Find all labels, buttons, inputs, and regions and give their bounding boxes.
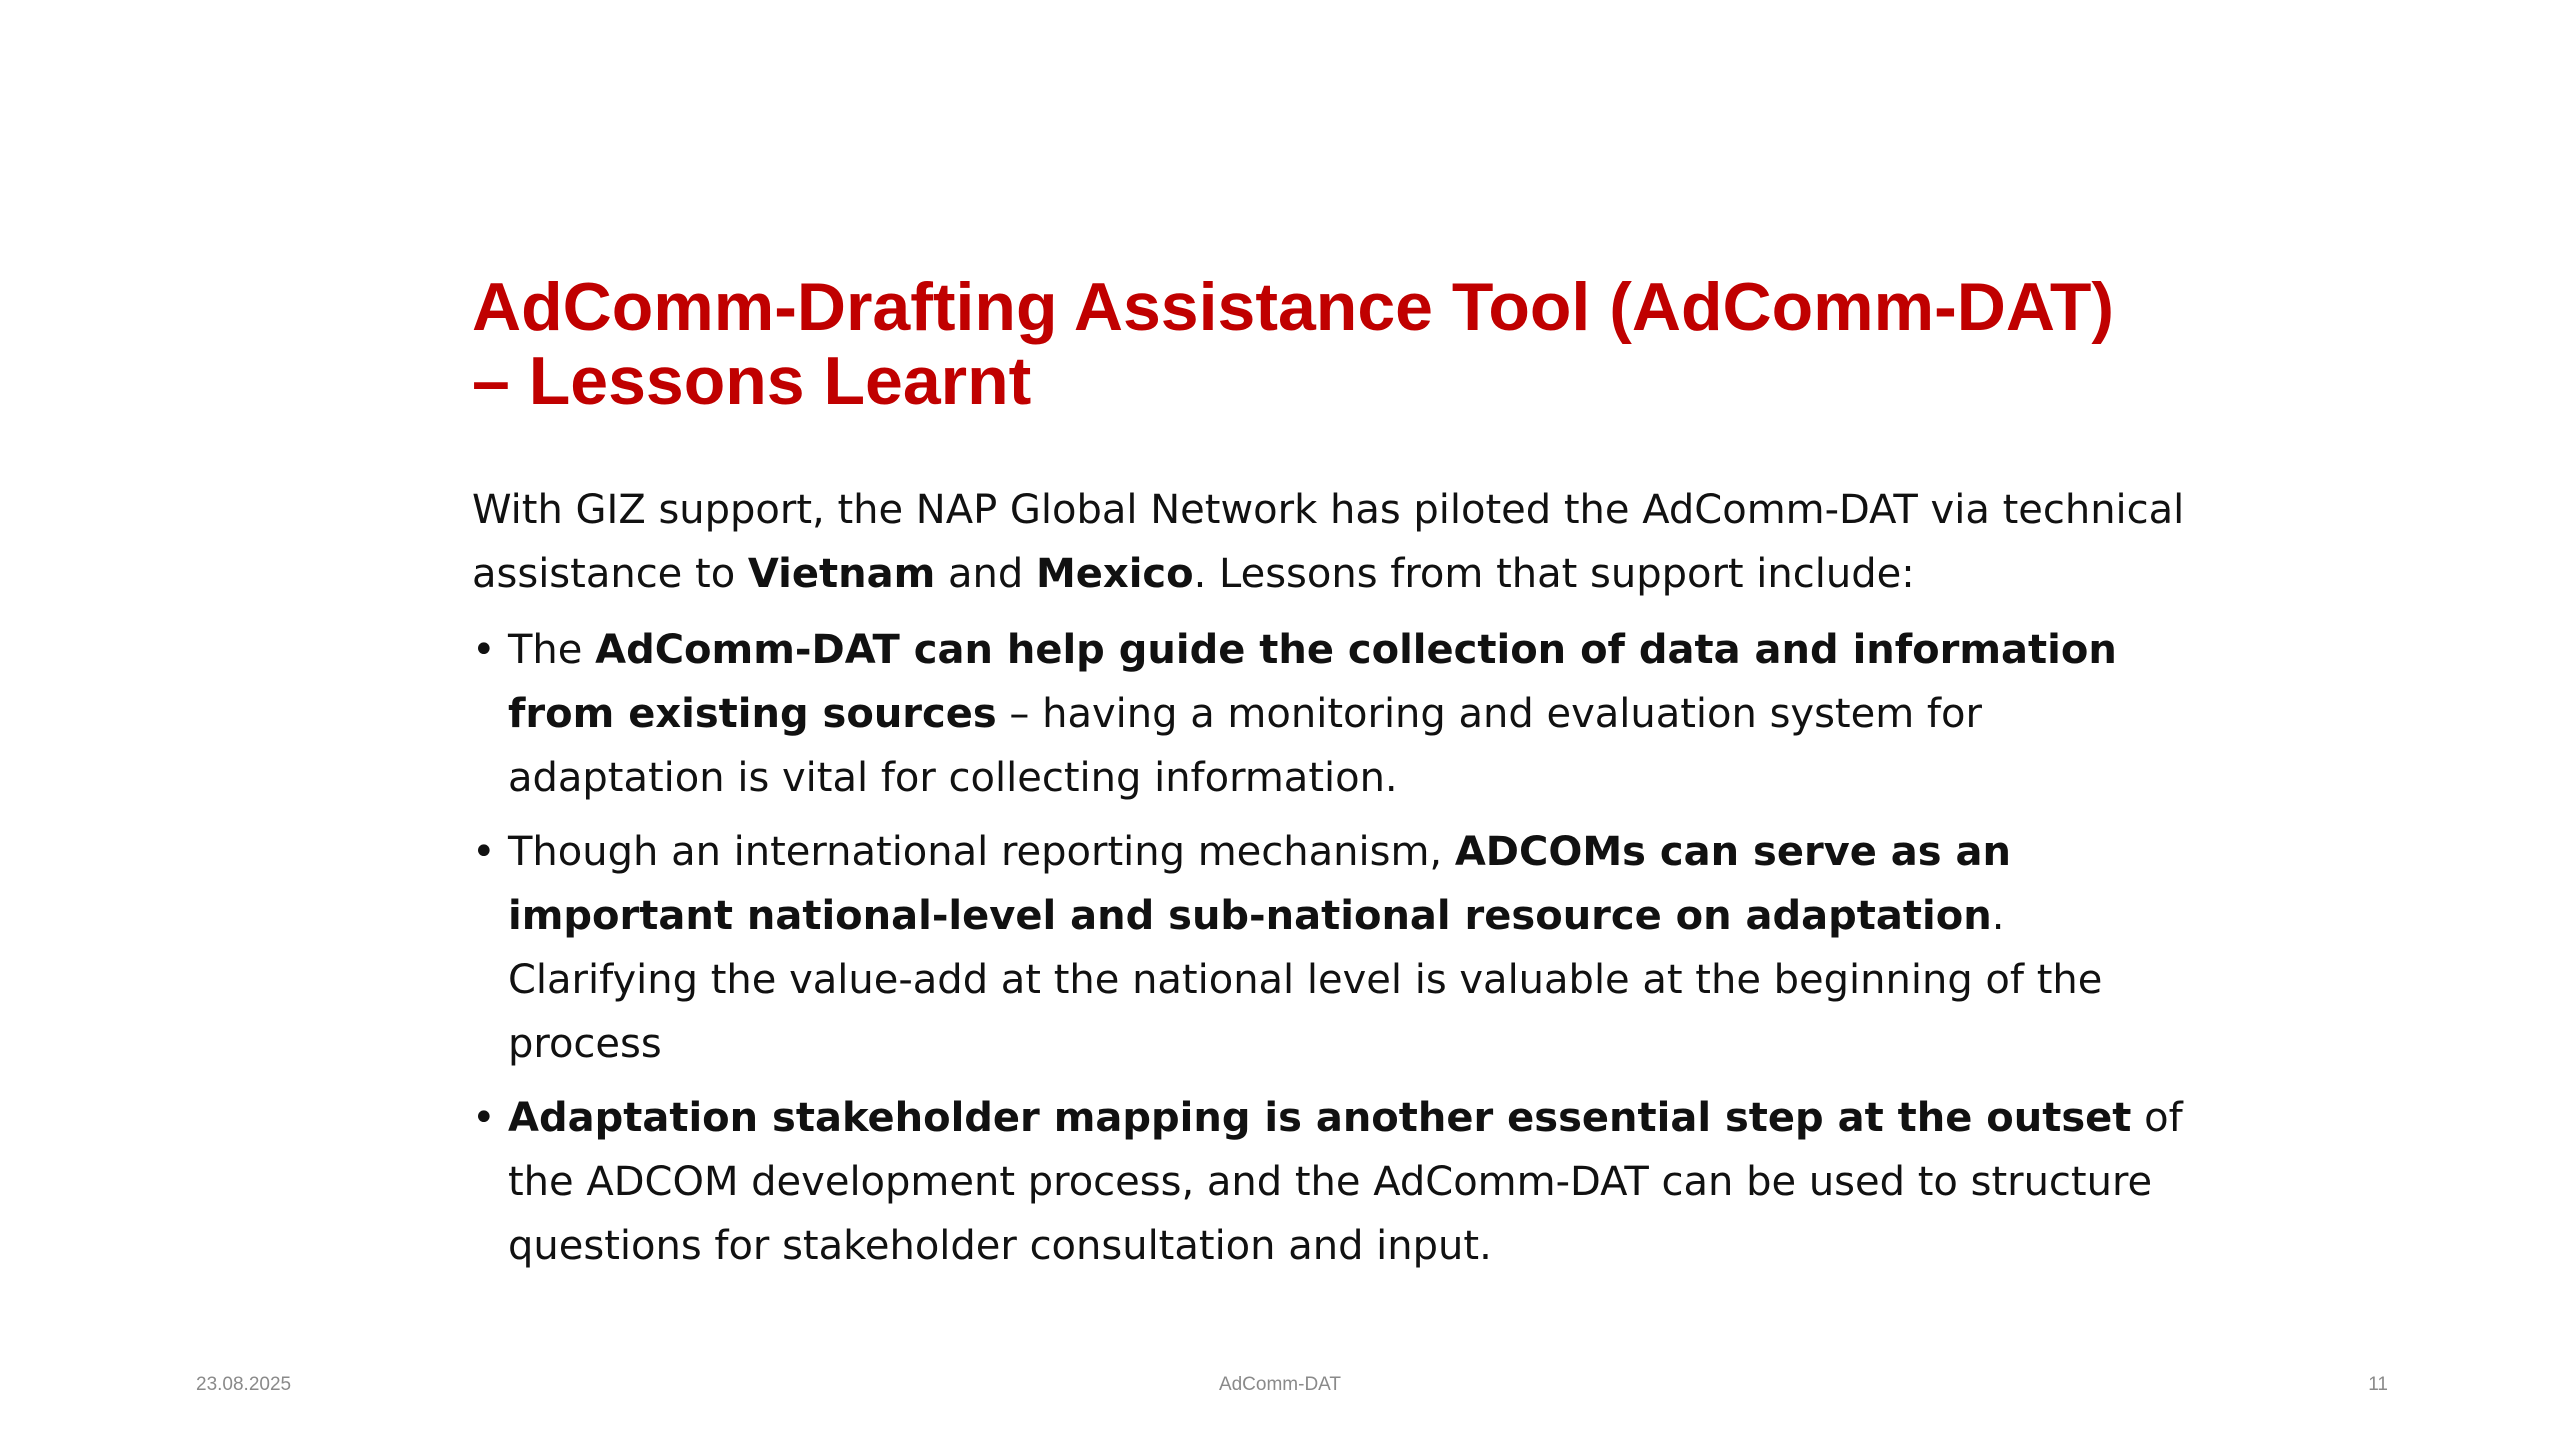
lesson-item-1 (472, 618, 2192, 810)
intro-bold-vietnam: Vietnam (747, 551, 936, 597)
footer-title: AdComm-DAT (1218, 1374, 1342, 1395)
intro-paragraph (472, 478, 2192, 606)
slide-title-line-2: – Lessons Learnt (472, 343, 1032, 419)
lesson-1-bold: AdComm-DAT can help guide the collection of data and information from existing sources (508, 627, 2117, 737)
intro-text-3: . Lessons from that support include: (1193, 551, 1915, 597)
lesson-item-3 (472, 1086, 2192, 1278)
lesson-2-pre: Though an international reporting mechanism, (508, 829, 1455, 875)
footer-page-number: 11 (2368, 1374, 2388, 1395)
lesson-3-post: of the ADCOM development process, and the AdComm-DAT can be used to structure questions for stakeholder consultation and input. (508, 1095, 2183, 1269)
lesson-item-2 (472, 820, 2192, 1076)
slide-title-line-1: AdComm-Drafting Assistance Tool (AdComm-DAT) (472, 269, 2115, 345)
intro-bold-mexico: Mexico (1035, 551, 1194, 597)
bullet-icon: • (472, 627, 496, 673)
bullet-icon: • (472, 1095, 496, 1141)
footer-date: 23.08.2025 (196, 1374, 292, 1395)
slide-body (472, 478, 2192, 1288)
bullet-icon: • (472, 829, 496, 875)
lesson-2-post: . Clarifying the value-add at the national level is valuable at the beginning of the process (508, 893, 2103, 1067)
lesson-2-bold: ADCOMs can serve as an important national-level and sub-national resource on adaptation (508, 829, 2011, 939)
slide-title (472, 270, 2172, 418)
lesson-1-post: – having a monitoring and evaluation system for adaptation is vital for collecting information. (508, 691, 1982, 801)
lesson-3-bold: Adaptation stakeholder mapping is another essential step at the outset (508, 1095, 2132, 1141)
lessons-list (472, 618, 2192, 1278)
intro-text-1: With GIZ support, the NAP Global Network has piloted the AdComm-DAT via technical assistance to (472, 487, 2185, 597)
intro-text-2: and (935, 551, 1036, 597)
lesson-1-pre: The (508, 627, 596, 673)
